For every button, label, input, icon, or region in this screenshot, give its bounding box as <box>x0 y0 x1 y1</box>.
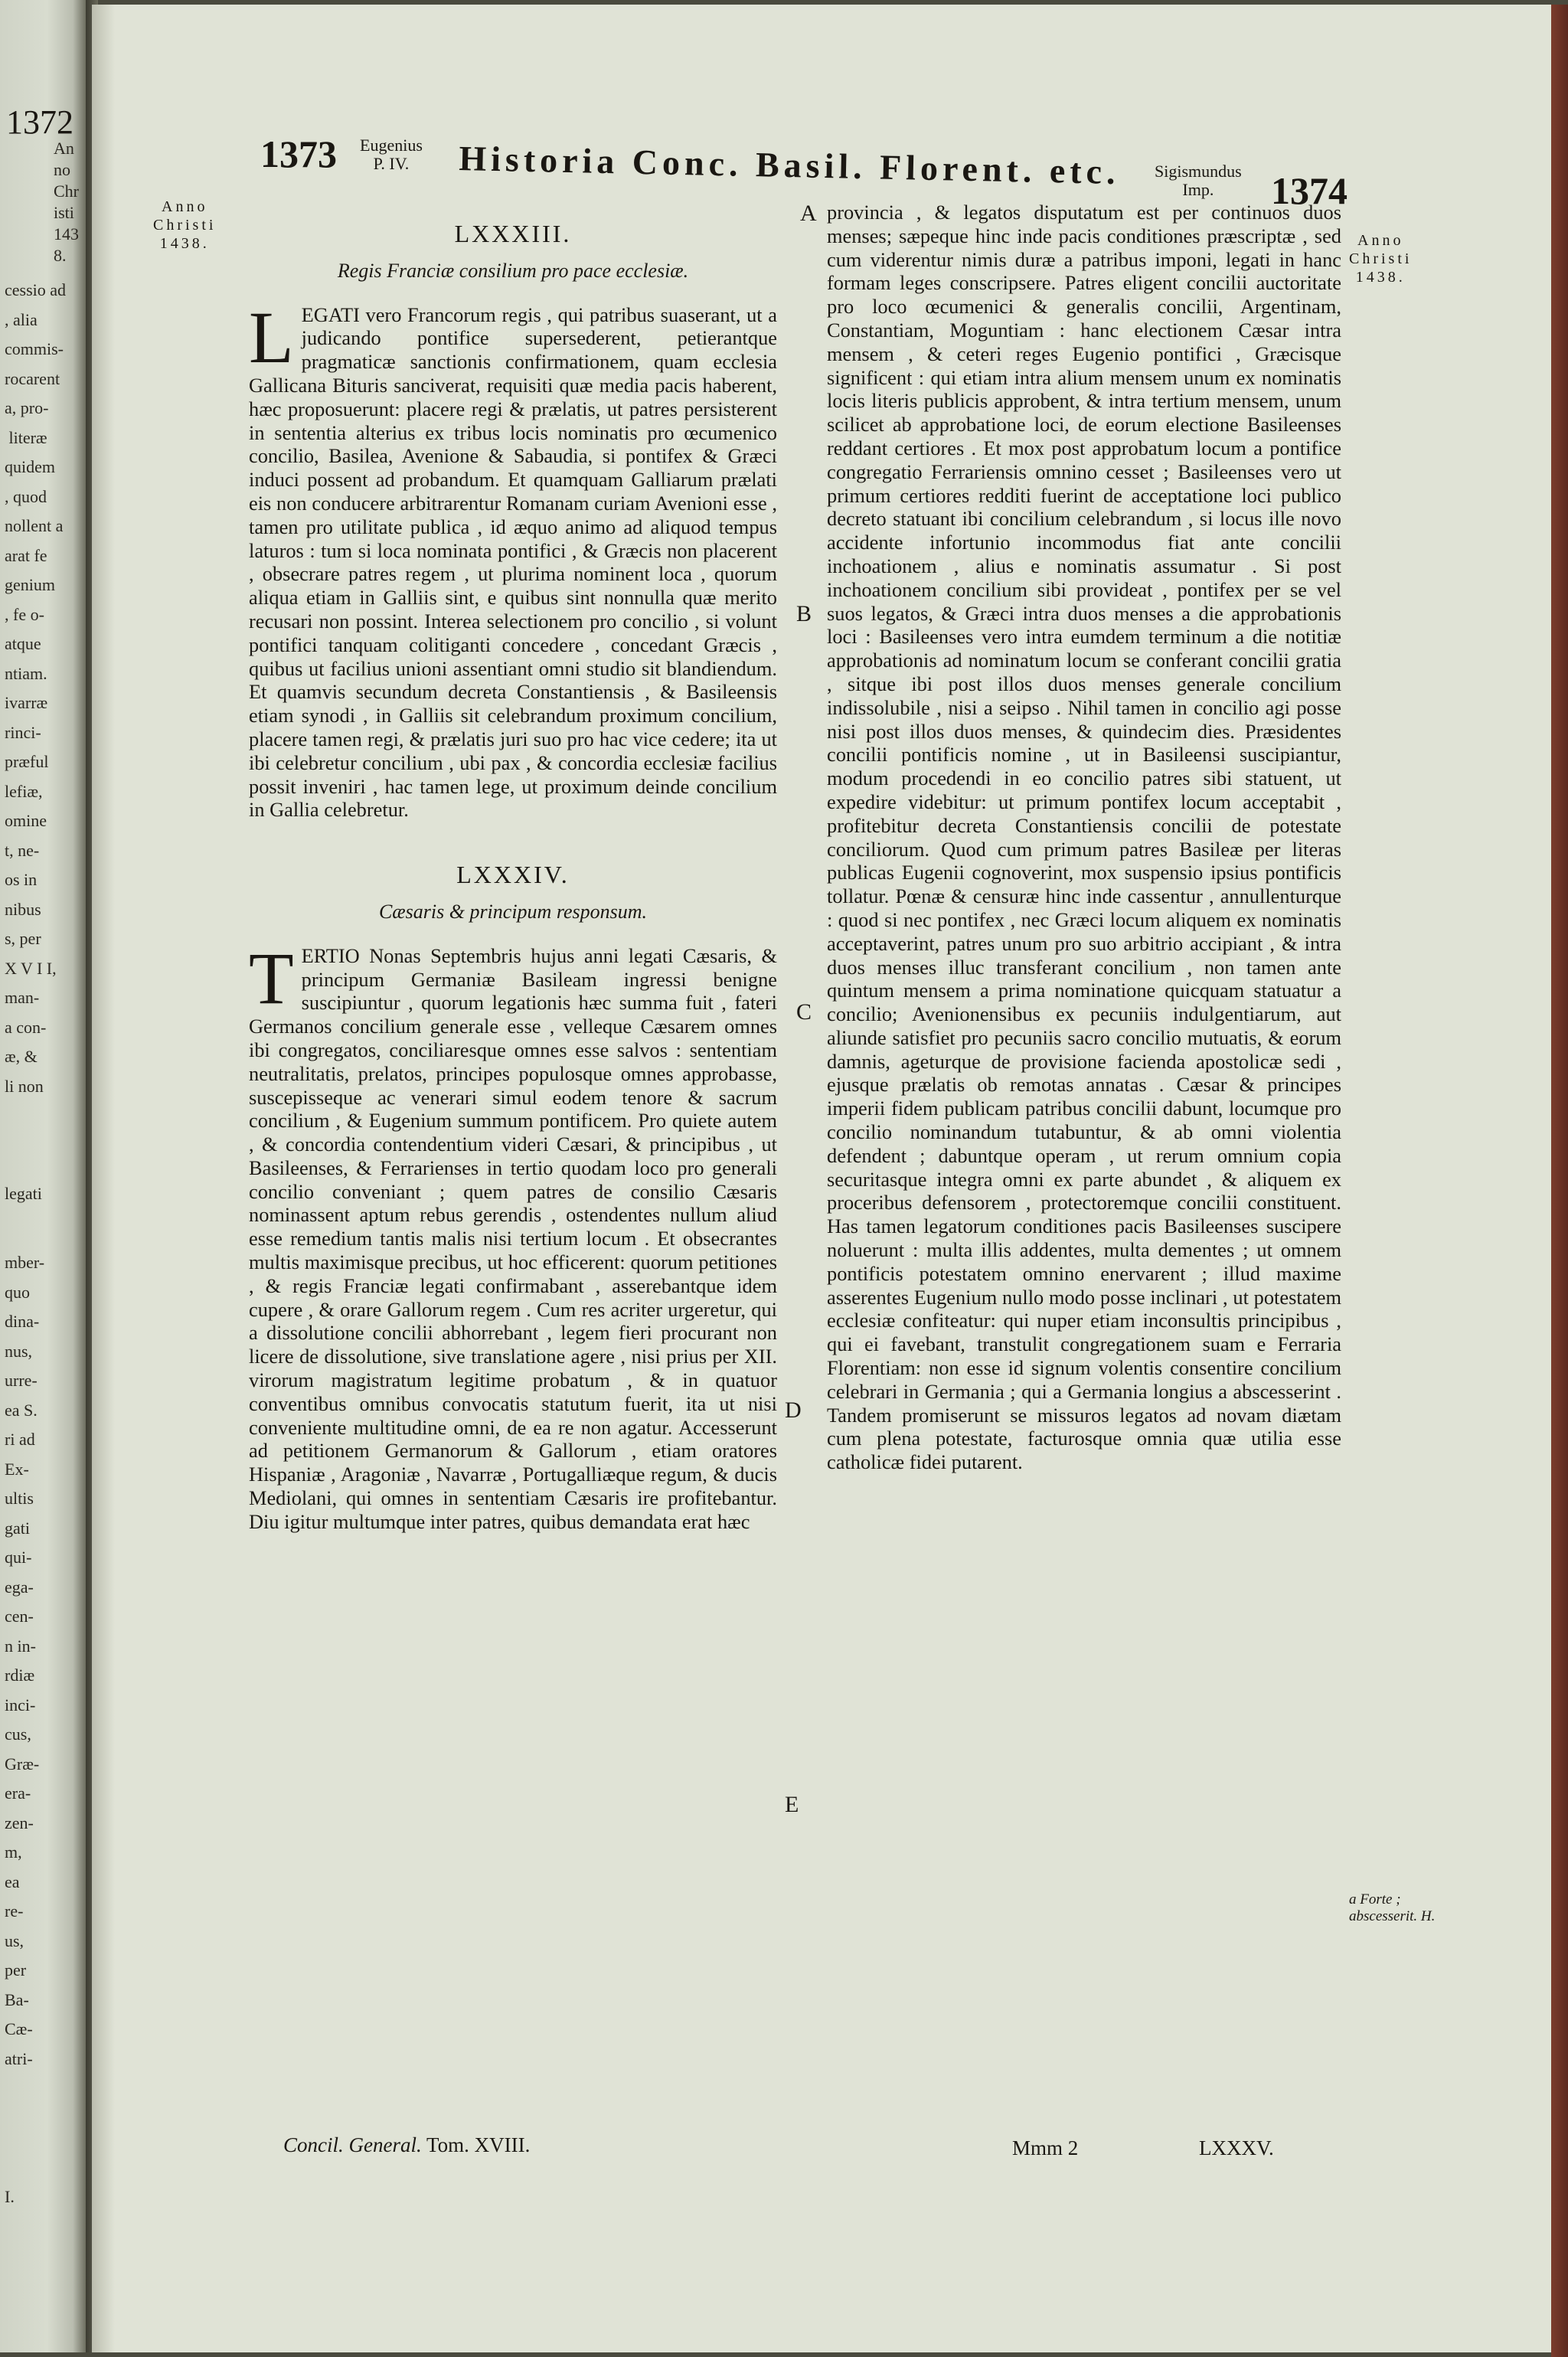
running-title: Historia Conc. Basil. Florent. etc. <box>458 138 1121 192</box>
previous-page-margin-note: Anno Christi 1438. <box>54 139 79 265</box>
anno-label: Anno <box>1357 232 1404 249</box>
drop-capital: T <box>249 937 294 1019</box>
column-marker-d: D <box>785 1398 802 1423</box>
year-label: 1438. <box>159 235 210 252</box>
section-number: LXXXIII. <box>454 220 572 247</box>
column-marker-b: B <box>796 601 812 626</box>
right-page-number: 1374 <box>1271 169 1348 212</box>
emperor-heading <box>1155 162 1242 199</box>
christi-label: Christi <box>153 217 217 234</box>
previous-page-text-fragment-lower: mber- quo dina- nus, urre- ea S. ri ad Ex- ultis gati qui- ega- cen- n in- rdiæ inci- cus, Græ- era- zen- m, ea re- us, per Ba- Cæ- atri- <box>5 1253 45 2068</box>
volume-tome: Tom. XVIII. <box>426 2133 531 2156</box>
section-body <box>249 937 777 1534</box>
year-label: 1438. <box>1355 269 1406 286</box>
anno-christi-left <box>153 198 216 253</box>
section-text: ERTIO Nonas Septembris hujus anni legati Cæsaris, & principum Germaniæ Basileam ingressi benigne suscipiuntur , quorum legationis hæc summa fuit , fateri Germanos concilium generale esse , velleque Cæsarem omnes ibi congregatos, conciliaresque omnes esse salvos : sententiam neutralitatis, prelatos, principes populosque omnes approbasse, suscepisseque ac venerari simul eodem tenore & sacrum concilium , & Eugenium summum pontificem. Pro quiete autem , & concordia contendentium videri Cæsari, & principibus , ut Basileenses, & Ferrarienses in tertio quodam loco pro generali concilio conveniant ; quem patres de consilio Cæsaris nominassent aptum rebus gerendis , ostendentes nullum aliud esse remedium tantis malis nisi tertium locum . Et obsecrantes multis maximisque precibus, ut hoc efficerent: quorum petitiones , & regis Franciæ legati confirmabant , asserebantque idem cupere , & orare Gallorum regem . Cum res acriter urgeretur, qui a dissolutione concilii abhorrebant , legem fieri procurant non licere de dissolutione, sive translatione agere , nisi prius per XII. virorum magistratum legitime probatum , & in quatuor conventibus omnibus convocatis statutum fuerit, ita ut nisi conveniente multitudine omni, de ea re non agatur. Accesserunt ad petitionem Germanorum & Gallorum , etiam oratores Hispaniæ , Aragoniæ , Navarræ , Portugalliæque regum, & ducis Mediolani, qui omnes in sententiam Cæsaris ire profitebantur. Diu igitur multumque inter patres, quibus demandata erat hæc <box>249 943 777 1533</box>
cover-edge <box>1551 5 1568 2357</box>
pope-name: Eugenius <box>360 136 423 155</box>
marginal-footnote: a Forte ; abscesserit. H. <box>1349 1891 1436 1924</box>
volume-title: Concil. General. <box>283 2133 422 2156</box>
anno-label: Anno <box>162 198 208 215</box>
christi-label: Christi <box>1349 250 1413 267</box>
previous-page-margin-label: legati <box>5 1184 42 1203</box>
left-page-number: 1373 <box>260 132 337 175</box>
right-text-column <box>827 201 1341 1474</box>
section-title: Cæsaris & principum responsum. <box>378 900 648 923</box>
pope-heading <box>360 136 423 173</box>
right-column-text: provincia , & legatos disputatum est per continuos duos menses; sæpeque hinc inde pacis conditiones præscriptæ , sed cum viderentur nimis duræ a patribus imponi, legati in hanc formam leges conscripsere. Patres eligent concilii auctoritate pro loco œcumenici & generalis concilii, Argentinam, Constantiam, Moguntiam : hanc electionem Cæsar intra mensem , & ceteri reges Eugenio pontifici , Græcisque significent : qui etiam intra alium mensem unum ex nominatis locis literis publicis approbent, & intra tertium mensem, unum scilicet ab approbatione loci, de eorum electione Basileenses reddant certiores . Et mox post approbatum locum a pontifice congregatio Ferrariensis omnino cesset ; Basileenses vero ut primum certiores redditi fuerint de acceptatione loci publico decreto statuant ibi concilium celebrandum , si locus ille novo accidente infortunio incommodus fiat ante concilii inchoationem , alius e nominatis assumatur . Si post inchoationem concilium sibi provideat , pontifex per se vel suos legatos, & Græci intra duos menses a die approbationis loci : Basileenses vero intra eumdem terminum a die notitiæ approbationis ad nominatum locum se conferant concilii gratia , sitque ibi post illos duos menses generale concilium indissolubile , nisi a seipso . Nihil tamen in concilio agi posse nisi post illos duos menses, & quindecim dies. Præsidentes concilii pontificis nomine , ut in Basileensi suscipiantur, modum procedendi in eo concilio patres sibi statuent, ut expedire videbitur: ut primum pontifex locum acceptabit , profitebitur decreta Constantiensis concilii de potestate conciliorum. Quod cum primum patres Basileæ per literas publicas Eugenii cognoverint, mox suspensio ipsius pontificis tollatur. Pœnæ & censuræ hinc inde cassentur , annullenturque : quod si nec pontifex , nec Græci locum aliquem ex nominatis acceptaverint, patres unum pro suo arbitrio accipiant , & intra duos menses illuc transferant concilium , non tamen ante quintum mensem a prima nominatione quicquam statuatur a concilio; Avenionensibus ex pecuniis indulgentiarum, aut aliunde satisfiet pro pecuniis sacro concilio mutuatis, & eorum damnis, ageturque de provisione facienda apostolicæ sedi , ejusque prælatis ob remotas annatas . Cæsar & principes imperii fidem publicam patribus concilii dabunt, locumque pro concilio nominandum tutabuntur, & ab omni violentia defendent ; dabuntque operam , ut rerum omnium copia securitasque integra omni ex parte abundet , & aliquem ex proceribus defensorem , protectoremque concilii constituent. Has tamen legatorum conditiones pacis Basileenses suscipere noluerunt : multa illis addentes, multa dementes ; ut omnem pontificis potestatem omnino enervarent ; illud maxime asserentes Eugenium nullo modo posse inclinari , ut potestatem ecclesiæ confiteatur: qui nuper etiam inconsultis principibus , qui ei favebant, transtulit congregationem suam e Ferraria Florentiam: non esse id signum volentis consentire concilium celebrari in Germania ; qui a Germania longius a abscesserint . Tandem promiserunt se missuros legatos ad novam diætam cum plena potestate, facturosque omnia quæ utilia esse catholicæ fidei putarent. <box>827 201 1341 1474</box>
section-title: Regis Franciæ consilium pro pace ecclesiæ. <box>337 259 689 282</box>
column-marker-c: C <box>796 999 812 1025</box>
emperor-name: Sigismundus <box>1155 162 1242 181</box>
section-text: EGATI vero Francorum regis , qui patribus suaserant, ut a judicando pontifice supersederent, petierantque pragmaticæ sanctionis confirmationem, quam ecclesia Gallicana Bituris sanciverat, requisiti quæ media pacis haberent, hæc proposuerunt: placere regi & prælatis, ut patres persisterent in sententia alterius ex tribus locis nominatis pro œcumenico concilio, Basilea, Avenione & Sabaudia, si pontifex & Græci induci possent ad probandum. Et quamquam Galliarum prælati eis non conducere arbitrarentur Romanam curiam Avenioni esse , tamen pro utilitate publica , id æquo animo ad aliquod tempus laturos : tum si loca nominata pontifici , & Græcis non placerent , obsecrare patres regem , ut plurima nominent loca , quorum aliqua etiam in Galliis sint, e quibus sint nonnulla quæ merito recusari non possint. Interea selectionem pro concilio , si volunt pontifici tanquam colitiganti concedere , concedant Græcis , quibus ut facilius unioni assentiant omni studio sit blandiendum. Et quamvis secundum decreta Constantiensis , & Basileensis etiam synodi , in Galliis sit celebrandum proximum concilium, placere tamen regi, & prælatis juri suo pro hac vice cedere; ita ut ibi celebretur concilium , ubi pax , & concordia ecclesiæ facilius possit inveniri , hac tamen lege, ut proximum deinde concilium in Gallia celebretur. <box>249 302 777 822</box>
column-marker-e: E <box>785 1792 799 1817</box>
section-number: LXXXIV. <box>456 861 570 889</box>
previous-page-number: 1372 <box>6 103 74 141</box>
previous-page-text-fragment-bottom: I. <box>5 2187 15 2206</box>
previous-page-edge <box>0 0 86 2352</box>
volume-reference <box>283 2133 530 2157</box>
section-body <box>249 296 777 822</box>
catchword: LXXXV. <box>1199 2136 1274 2159</box>
anno-christi-right <box>1349 231 1412 286</box>
signature-mark: Mmm 2 <box>1012 2136 1079 2159</box>
column-marker-a: A <box>800 201 817 226</box>
drop-capital: L <box>249 296 294 378</box>
previous-page-text-fragment-upper: cessio ad , alia commis- rocarent a, pro- literæ quidem , quod nollent a arat fe genium , fe o- atque ntiam. ivarræ rinci- præful lefiæ, omine t, ne- os in nibus s, per X V I I, man- a con- æ, & li non <box>5 280 67 1096</box>
left-text-column <box>249 222 777 1534</box>
pope-number: P. IV. <box>373 154 410 173</box>
emperor-title: Imp. <box>1182 180 1214 199</box>
